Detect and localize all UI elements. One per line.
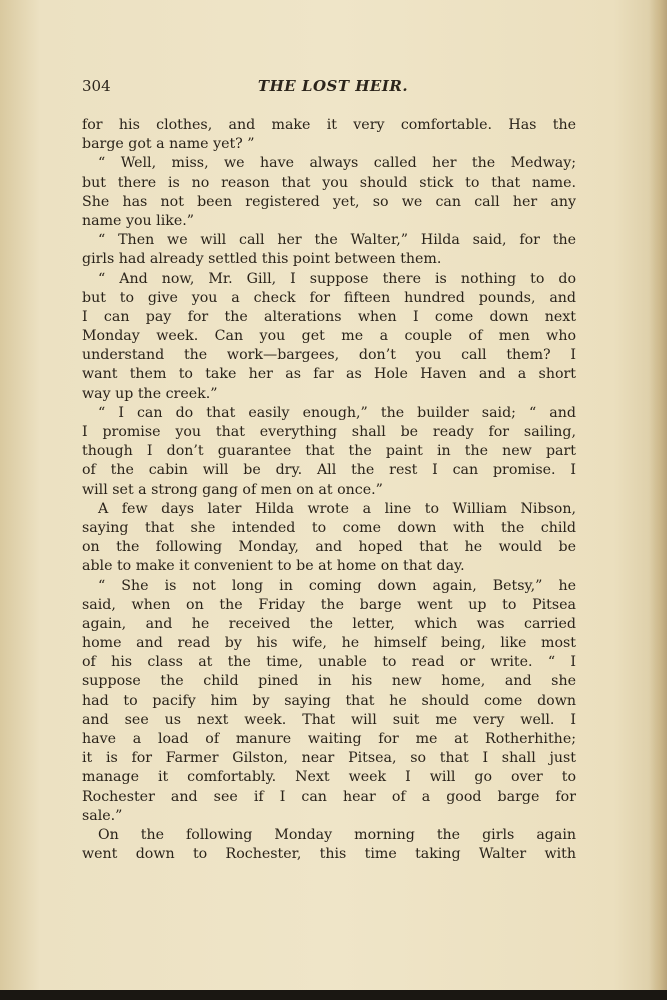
scan-bottom-border (0, 990, 667, 1000)
body-text (82, 116, 576, 864)
text-line: “ She is not long in coming down again, Betsy,” he (98, 577, 576, 594)
text-line: but to give you a check for fifteen hundred pounds, and (82, 289, 576, 306)
text-line: girls had already settled this point between them. (82, 251, 442, 268)
text-line: I promise you that everything shall be ready for sailing, (82, 424, 576, 440)
page-number: 304 (82, 77, 111, 95)
text-line: home and read by his wife, he himself being, like most (82, 635, 576, 652)
text-line: able to make it convenient to be at home on that day. (82, 558, 465, 575)
text-line: sale.” (82, 807, 123, 824)
text-line: manage it comfortably. Next week I will go over to (82, 769, 576, 786)
text-line: but there is no reason that you should stick to that name. (82, 174, 576, 191)
text-line: “ Then we will call her the Walter,” Hilda said, for the (98, 232, 576, 249)
text-line: suppose the child pined in his new home, and she (82, 673, 576, 690)
text-line: though I don’t guarantee that the paint in the new part (82, 443, 576, 460)
text-line: want them to take her as far as Hole Haven and a short (82, 366, 576, 383)
text-line: said, when on the Friday the barge went up to Pitsea (82, 596, 576, 613)
text-line: On the following Monday morning the girls again (98, 826, 576, 843)
text-line: of the cabin will be dry. All the rest I can promise. I (82, 462, 576, 479)
text-line: understand the work—bargees, don’t you call them? I (82, 347, 576, 364)
text-line: A few days later Hilda wrote a line to William Nibson, (98, 500, 576, 517)
page-header (82, 77, 576, 99)
text-line: on the following Monday, and hoped that he would be (82, 539, 576, 556)
text-line: went down to Rochester, this time taking Walter with (82, 846, 576, 863)
text-line: and see us next week. That will suit me very well. I (82, 711, 576, 728)
text-line: way up the creek.” (82, 385, 218, 402)
text-line: “ And now, Mr. Gill, I suppose there is nothing to do (98, 270, 576, 287)
text-line: have a load of manure waiting for me at Rotherhithe; (82, 731, 576, 747)
text-line: “ Well, miss, we have always called her the Medway; (98, 155, 576, 172)
text-line: for his clothes, and make it very comfortable. Has the (82, 117, 576, 133)
text-line: it is for Farmer Gilston, near Pitsea, so that I shall just (82, 750, 576, 767)
text-line: Rochester and see if I can hear of a good barge for (82, 788, 576, 805)
text-line: barge got a name yet? ” (82, 136, 255, 153)
text-line: She has not been registered yet, so we can call her any (82, 193, 576, 210)
text-line: of his class at the time, unable to read or write. “ I (82, 654, 576, 671)
text-line: Monday week. Can you get me a couple of men who (82, 328, 576, 345)
text-line: had to pacify him by saying that he should come down (82, 692, 576, 709)
text-line: saying that she intended to come down with the child (82, 519, 576, 536)
text-line: “ I can do that easily enough,” the builder said; “ and (98, 404, 576, 421)
text-line: name you like.” (82, 212, 194, 229)
page-edge-shadow (649, 0, 667, 1000)
text-line: will set a strong gang of men on at once.” (82, 481, 383, 498)
text-line: again, and he received the letter, which was carried (82, 615, 576, 632)
text-line: I can pay for the alterations when I come down next (82, 308, 576, 325)
running-title: THE LOST HEIR. (257, 77, 409, 95)
